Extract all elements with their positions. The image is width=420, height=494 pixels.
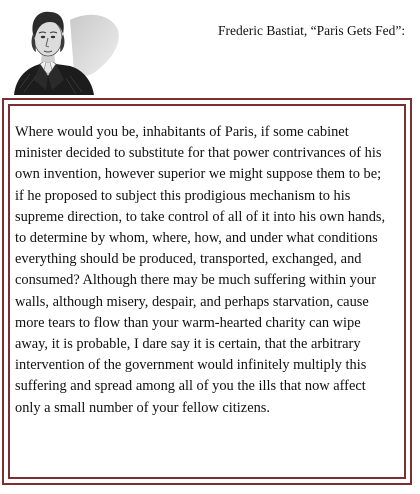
quote-line: away, it is probable, I dare say it is certain, that the arbitrary: [15, 336, 361, 353]
quote-attribution: Frederic Bastiat, “Paris Gets Fed”:: [218, 23, 406, 38]
quote-text: [15, 122, 401, 419]
quote-line: suffering and spread among all of you the ills that now affect: [15, 378, 366, 395]
quote-line: everything should be produced, transported, exchanged, and: [15, 251, 362, 268]
quote-line: to determine by whom, where, how, and under what conditions: [15, 230, 378, 247]
quote-line: more tears to flow than your warm-hearted charity can wipe: [15, 314, 361, 331]
quote-line: intervention of the government would infinitely multiply this: [15, 357, 367, 374]
quote-line: supreme direction, to take control of all of it into his own hands,: [15, 208, 386, 225]
quote-line: walls, although misery, despair, and perhaps starvation, cause: [15, 293, 369, 310]
quote-line: minister decided to substitute for that power contrivances of his: [15, 145, 382, 162]
portrait-image: [0, 0, 125, 95]
quote-line: if he proposed to subject this prodigious mechanism to his: [15, 187, 351, 204]
quote-frame: [2, 98, 412, 485]
quote-line: consumed? Although there may be much suffering within your: [15, 272, 377, 289]
quote-line: own invention, however superior we might suppose them to be;: [15, 166, 382, 183]
quote-line: only a small number of your fellow citizens.: [15, 399, 270, 416]
quote-line: Where would you be, inhabitants of Paris, if some cabinet: [15, 124, 349, 140]
portrait-engraving-icon: [0, 0, 125, 95]
